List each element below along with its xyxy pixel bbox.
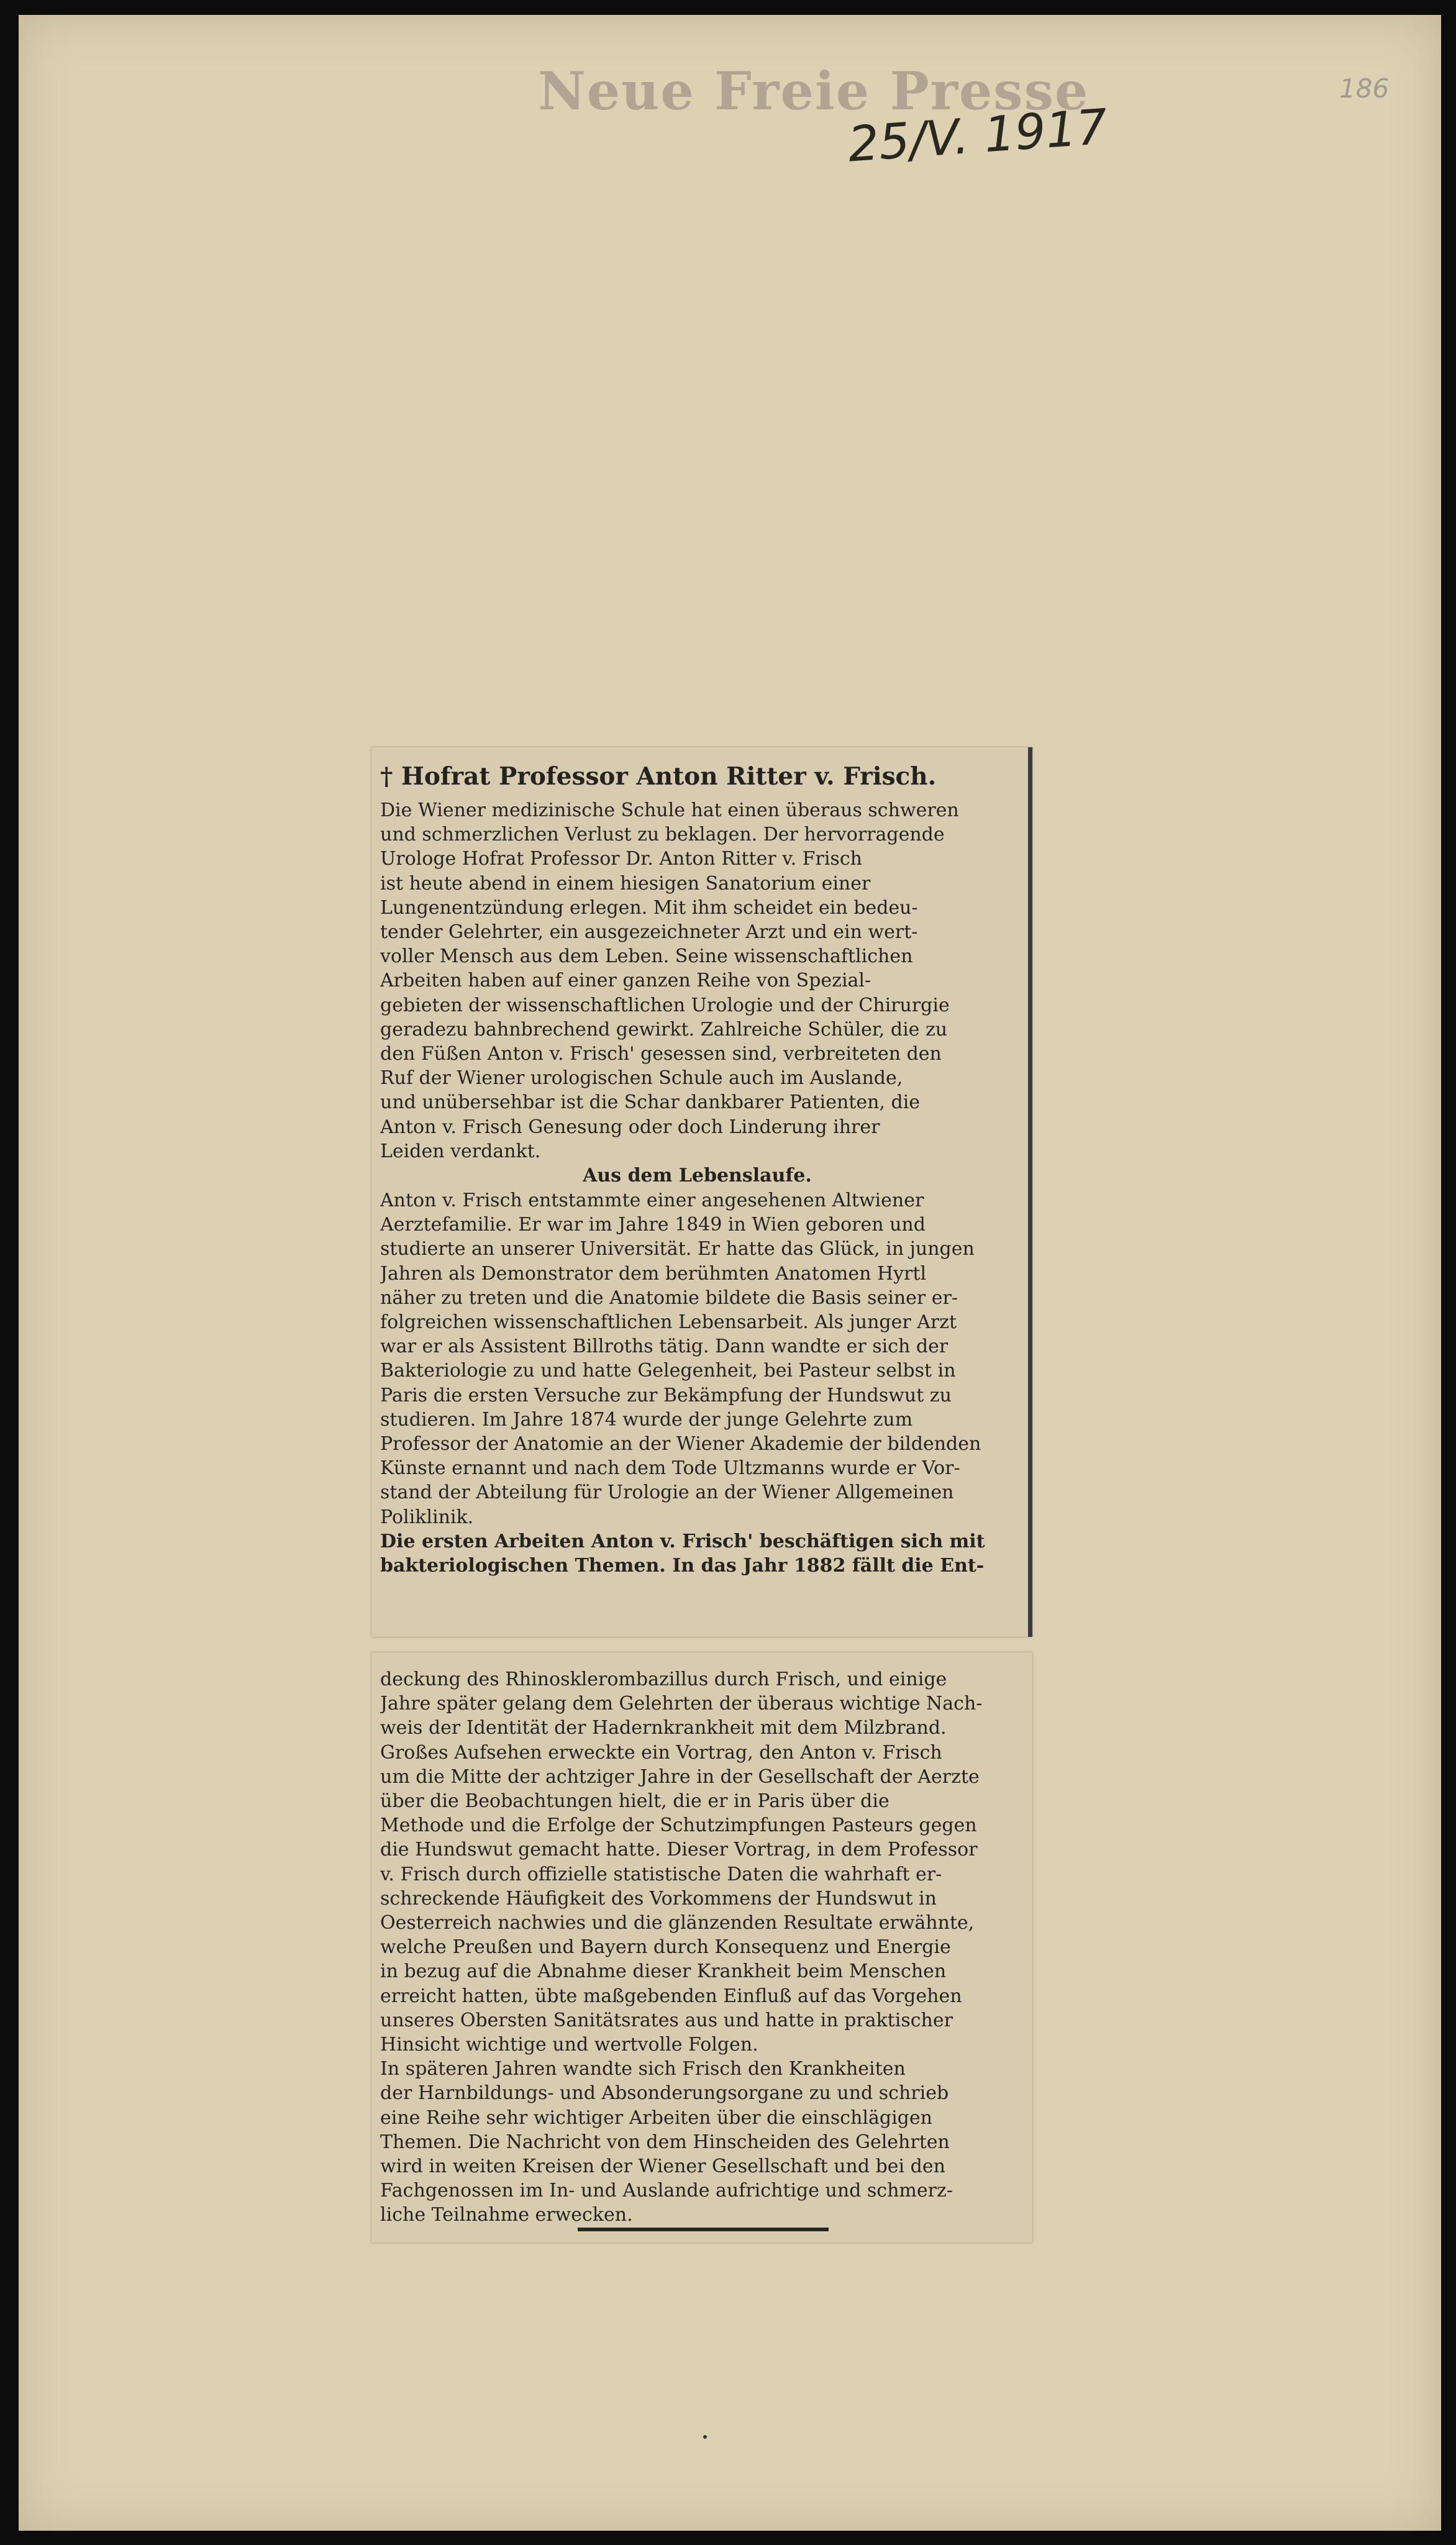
text-line: Urologe Hofrat Professor Dr. Anton Ritter v. Frisch — [380, 848, 862, 870]
text-line: Fachgenossen im In- und Auslande aufrichtige und schmerz- — [380, 2180, 953, 2202]
text-line: die Hundswut gemacht hatte. Dieser Vortrag, in dem Professor — [380, 1839, 978, 1861]
text-line: und unübersehbar ist die Schar dankbarer Patienten, die — [380, 1091, 921, 1114]
text-line: Die ersten Arbeiten Anton v. Frisch' beschäftigen sich mit — [380, 1530, 985, 1552]
text-line: Themen. Die Nachricht von dem Hinscheiden des Gelehrten — [380, 2131, 950, 2153]
page-number: 186 — [1339, 73, 1390, 104]
section-subheading: Aus dem Lebenslaufe. — [583, 1165, 812, 1187]
text-line: Künste ernannt und nach dem Tode Ultzmanns wurde er Vor- — [380, 1457, 960, 1480]
text-line: Jahren als Demonstrator dem berühmten Anatomen Hyrtl — [380, 1262, 927, 1285]
clipping-top — [371, 747, 1032, 1637]
text-line: Die Wiener medizinische Schule hat einen überaus schweren — [380, 799, 959, 821]
text-line: Arbeiten haben auf einer ganzen Reihe von Spezial- — [380, 970, 871, 992]
text-line: den Füßen Anton v. Frisch' gesessen sind, verbreiteten den — [380, 1043, 942, 1065]
text-line: welche Preußen und Bayern durch Konsequenz und Energie — [380, 1936, 951, 1959]
text-line: folgreichen wissenschaftlichen Lebensarbeit. Als junger Arzt — [380, 1311, 957, 1334]
text-line: Leiden verdankt. — [380, 1140, 541, 1162]
text-line: weis der Identität der Hadernkrankheit mit dem Milzbrand. — [380, 1717, 947, 1739]
text-line: bakteriologischen Themen. In das Jahr 1882 fällt die Ent- — [380, 1555, 985, 1577]
text-line: studieren. Im Jahre 1874 wurde der junge Gelehrte zum — [380, 1408, 913, 1431]
text-line: um die Mitte der achtziger Jahre in der Gesellschaft der Aerzte — [380, 1765, 980, 1788]
text-line: Hinsicht wichtige und wertvolle Folgen. — [380, 2034, 758, 2056]
text-line: schreckende Häufigkeit des Vorkommens der Hundswut in — [380, 1887, 937, 1910]
text-line: näher zu treten und die Anatomie bildete die Basis seiner er- — [380, 1286, 958, 1309]
article-intro — [380, 798, 1014, 1163]
paper-speck — [703, 2435, 707, 2439]
text-line: In späteren Jahren wandte sich Frisch den Krankheiten — [380, 2058, 906, 2080]
text-line: voller Mensch aus dem Leben. Seine wissenschaftlichen — [380, 945, 913, 968]
article-biography — [380, 1188, 1014, 1578]
text-line: Jahre später gelang dem Gelehrten der überaus wichtige Nach- — [380, 1693, 983, 1715]
text-line: Lungenentzündung erlegen. Mit ihm scheidet ein bedeu- — [380, 896, 918, 919]
text-line: ist heute abend in einem hiesigen Sanatorium einer — [380, 872, 871, 895]
text-line: v. Frisch durch offizielle statistische Daten die wahrhaft er- — [380, 1863, 942, 1885]
text-line: geradezu bahnbrechend gewirkt. Zahlreiche Schüler, die zu — [380, 1018, 948, 1040]
text-line: Methode und die Erfolge der Schutzimpfungen Pasteurs gegen — [380, 1814, 977, 1837]
text-line: Professor der Anatomie an der Wiener Akademie der bildenden — [380, 1433, 981, 1455]
text-line: erreicht hatten, übte maßgebenden Einfluß auf das Vorgehen — [380, 1985, 962, 2007]
text-line: gebieten der wissenschaftlichen Urologie und der Chirurgie — [380, 994, 950, 1016]
handwritten-date: 25/V. 1917 — [846, 99, 1109, 173]
text-line: eine Reihe sehr wichtiger Arbeiten über die einschlägigen — [380, 2106, 932, 2129]
text-line: Poliklinik. — [380, 1506, 474, 1528]
text-line: war er als Assistent Billroths tätig. Dann wandte er sich der — [380, 1336, 949, 1358]
text-line: Bakteriologie zu und hatte Gelegenheit, bei Pasteur selbst in — [380, 1360, 956, 1382]
text-line: Paris die ersten Versuche zur Bekämpfung der Hundswut zu — [380, 1384, 952, 1406]
newspaper-stamp: Neue Freie Presse — [538, 60, 1090, 122]
text-line: stand der Abteilung für Urologie an der Wiener Allgemeinen — [380, 1482, 954, 1504]
article-continuation — [380, 1667, 1019, 2228]
text-line: unseres Obersten Sanitätsrates aus und hatte in praktischer — [380, 2009, 953, 2031]
text-line: Anton v. Frisch entstammte einer angesehenen Altwiener — [380, 1190, 924, 1212]
text-line: über die Beobachtungen hielt, die er in Paris über die — [380, 1790, 890, 1813]
text-line: wird in weiten Kreisen der Wiener Gesellschaft und bei den — [380, 2156, 945, 2178]
text-line: studierte an unserer Universität. Er hatte das Glück, in jungen — [380, 1238, 975, 1260]
text-line: deckung des Rhinosklerombazillus durch Frisch, und einige — [380, 1669, 947, 1690]
text-line: Anton v. Frisch Genesung oder doch Linderung ihrer — [380, 1116, 880, 1138]
text-line: Aerztefamilie. Er war im Jahre 1849 in Wien geboren und — [380, 1214, 926, 1236]
end-rule — [578, 2228, 829, 2231]
text-line: Großes Aufsehen erweckte ein Vortrag, den Anton v. Frisch — [380, 1741, 942, 1764]
article-headline: † Hofrat Professor Anton Ritter v. Frisch. — [380, 762, 937, 791]
text-line: in bezug auf die Abnahme dieser Krankheit beim Menschen — [380, 1960, 947, 1983]
text-line: tender Gelehrter, ein ausgezeichneter Arzt und ein wert- — [380, 921, 918, 944]
text-line: der Harnbildungs- und Absonderungsorgane zu und schrieb — [380, 2082, 949, 2105]
clipping-bottom — [371, 1652, 1032, 2242]
text-line: Oesterreich nachwies und die glänzenden Resultate erwähnte, — [380, 1912, 975, 1934]
text-line: Ruf der Wiener urologischen Schule auch im Auslande, — [380, 1067, 903, 1090]
text-line: und schmerzlichen Verlust zu beklagen. Der hervorragende — [380, 824, 945, 846]
text-line: liche Teilnahme erwecken. — [380, 2204, 633, 2226]
